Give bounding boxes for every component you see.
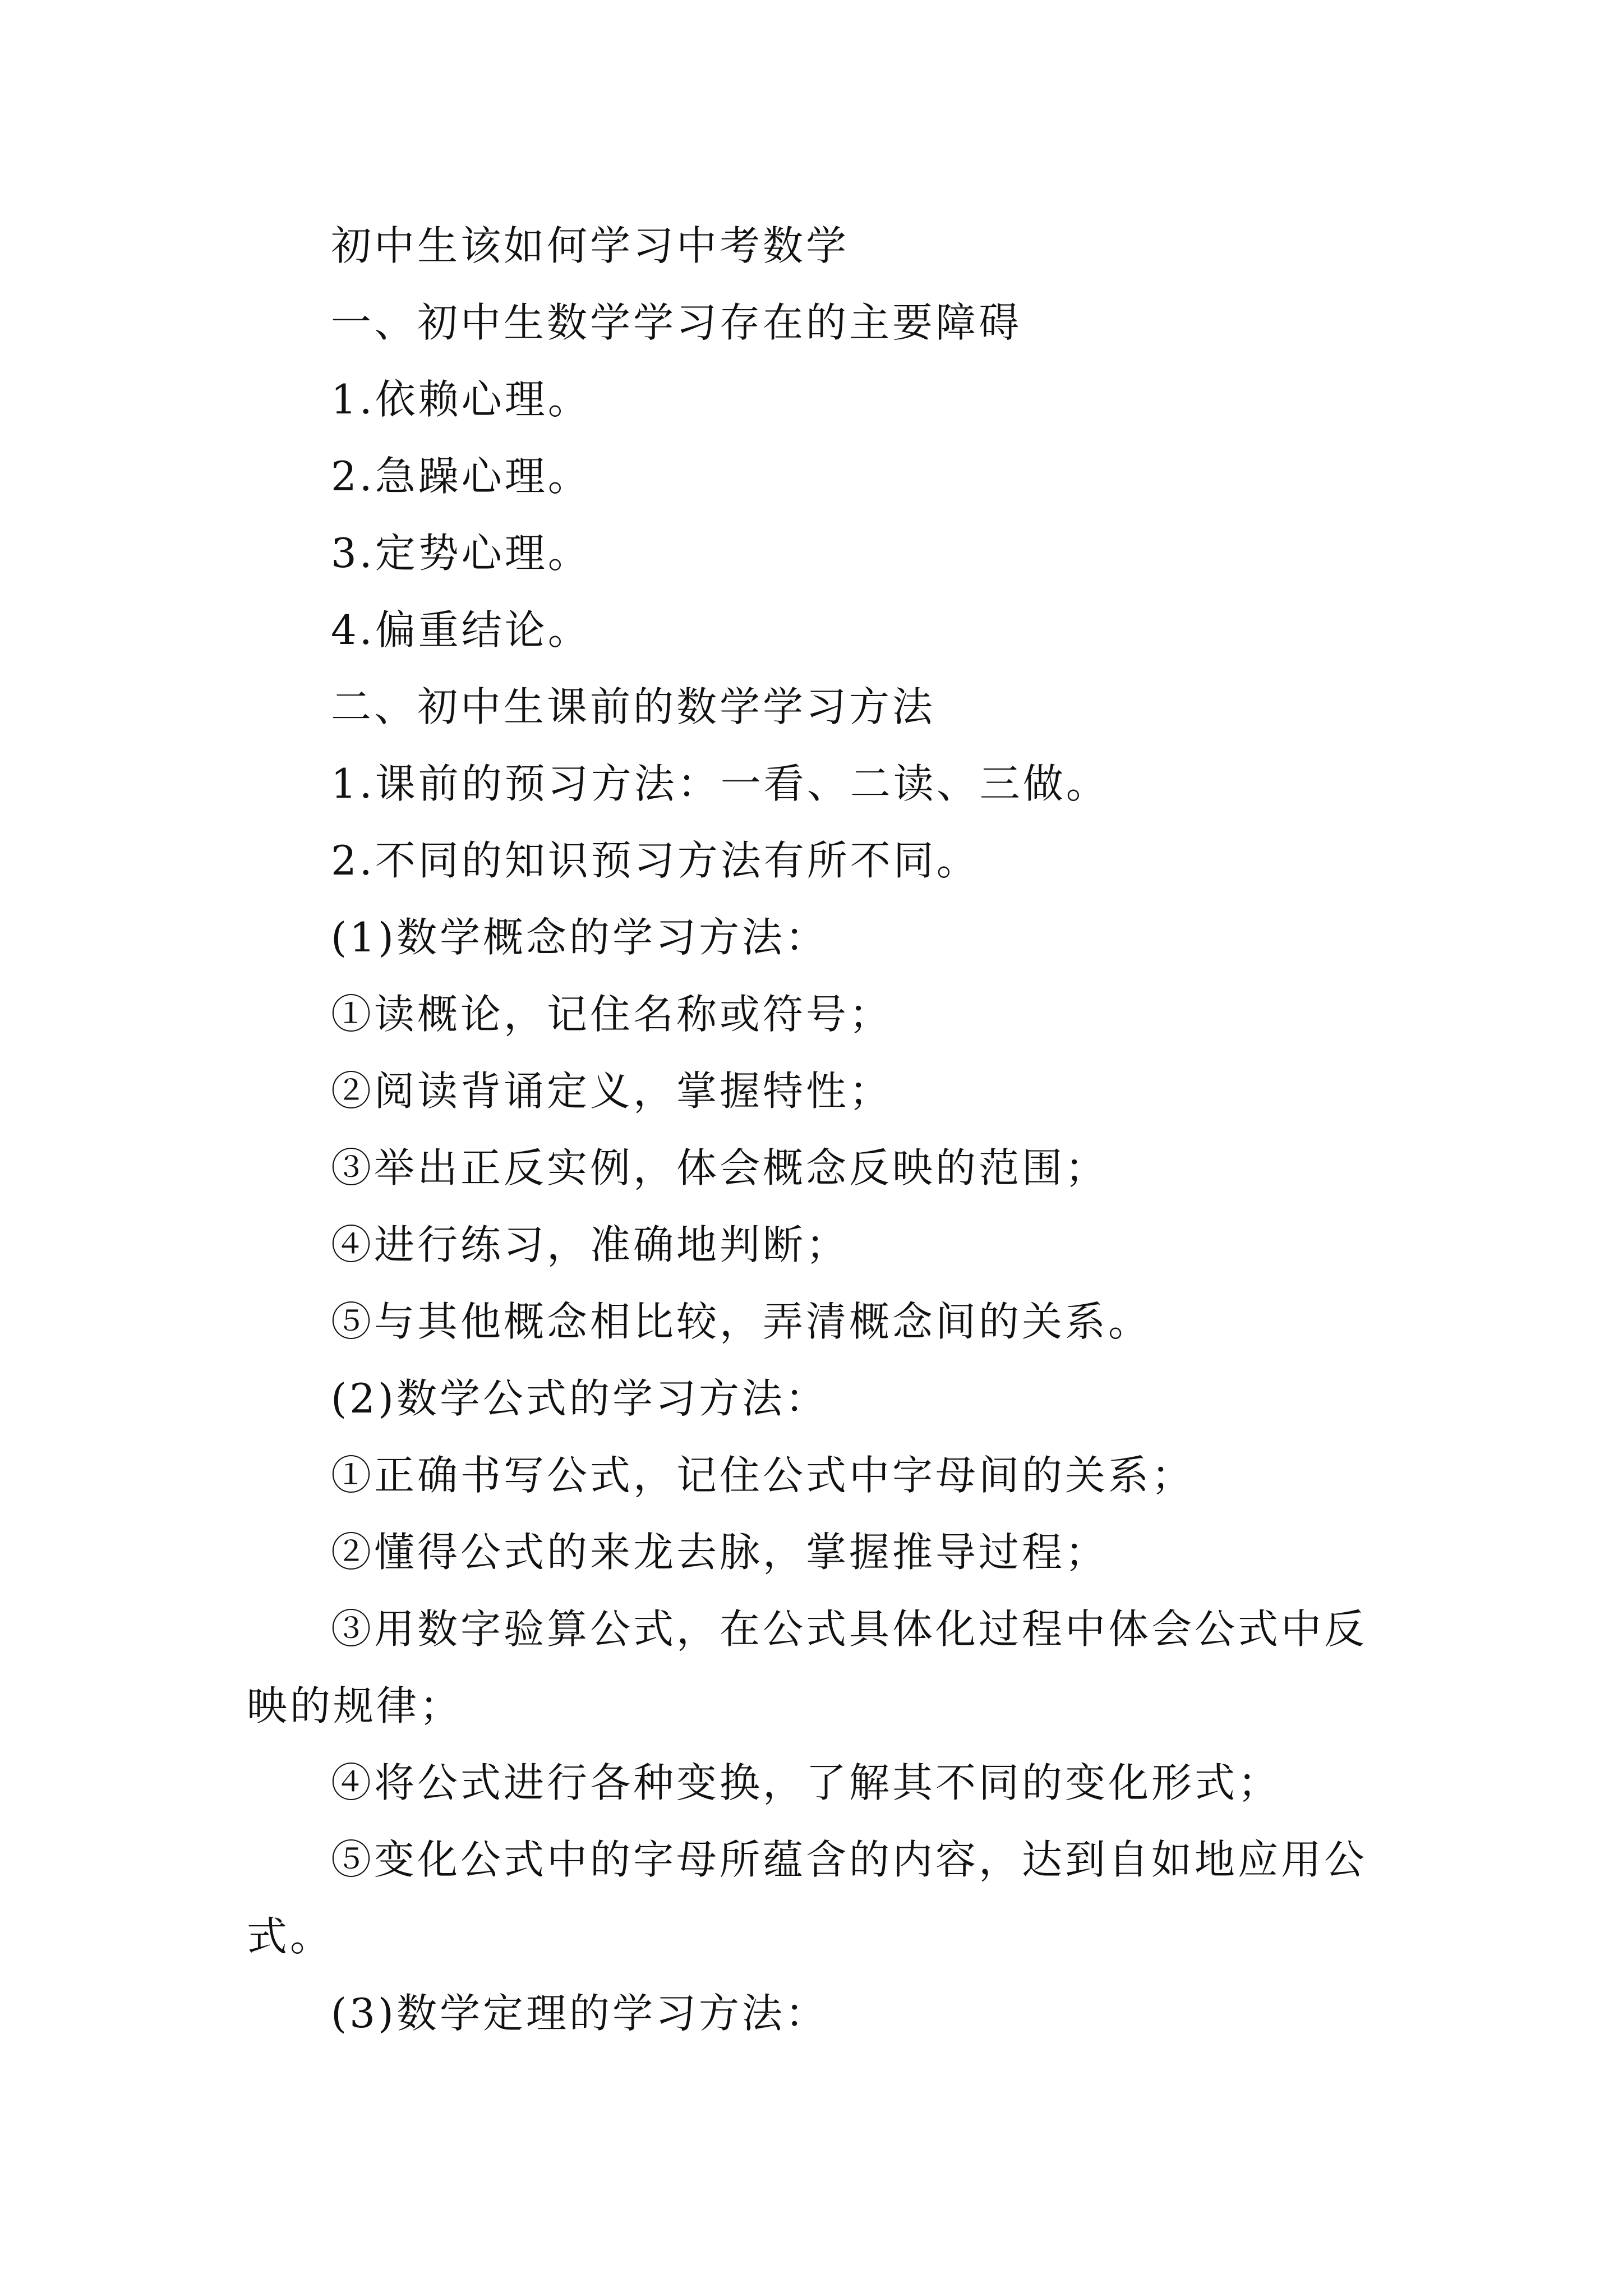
- document-title: 初中生该如何学习中考数学: [331, 222, 850, 269]
- list-item: 2.急躁心理。: [331, 453, 591, 500]
- section-heading-2: 二、初中生课前的数学学习方法: [331, 683, 936, 730]
- list-item: ③用数字验算公式，在公式具体化过程中体会公式中反映的规律；: [247, 1605, 1368, 1729]
- list-item: ④进行练习，准确地判断；: [331, 1221, 850, 1268]
- subheading: (3)数学定理的学习方法：: [331, 1990, 828, 2037]
- list-item: ②懂得公式的来龙去脉，掌握推导过程；: [331, 1529, 1109, 1576]
- section-heading-1: 一、初中生数学学习存在的主要障碍: [331, 299, 1022, 346]
- list-item: 1.依赖心理。: [331, 376, 591, 423]
- subheading: (2)数学公式的学习方法：: [331, 1375, 828, 1422]
- list-item: ①读概论，记住名称或符号；: [331, 991, 893, 1038]
- list-item: ②阅读背诵定义，掌握特性；: [331, 1068, 893, 1115]
- list-item: ⑤变化公式中的字母所蕴含的内容，达到自如地应用公式。: [247, 1836, 1368, 1960]
- list-item: 4.偏重结论。: [331, 606, 591, 654]
- list-item: ⑤与其他概念相比较，弄清概念间的关系。: [331, 1298, 1152, 1345]
- list-item: ④将公式进行各种变换，了解其不同的变化形式；: [331, 1759, 1281, 1806]
- list-item: 2.不同的知识预习方法有所不同。: [331, 837, 980, 884]
- list-item: ③举出正反实例，体会概念反映的范围；: [331, 1144, 1109, 1191]
- subheading: (1)数学概念的学习方法：: [331, 914, 828, 961]
- list-item: 3.定势心理。: [331, 530, 591, 577]
- list-item: 1.课前的预习方法：一看、二读、三做。: [331, 760, 1109, 807]
- document-body: [247, 208, 1374, 2052]
- list-item: ①正确书写公式，记住公式中字母间的关系；: [331, 1452, 1195, 1499]
